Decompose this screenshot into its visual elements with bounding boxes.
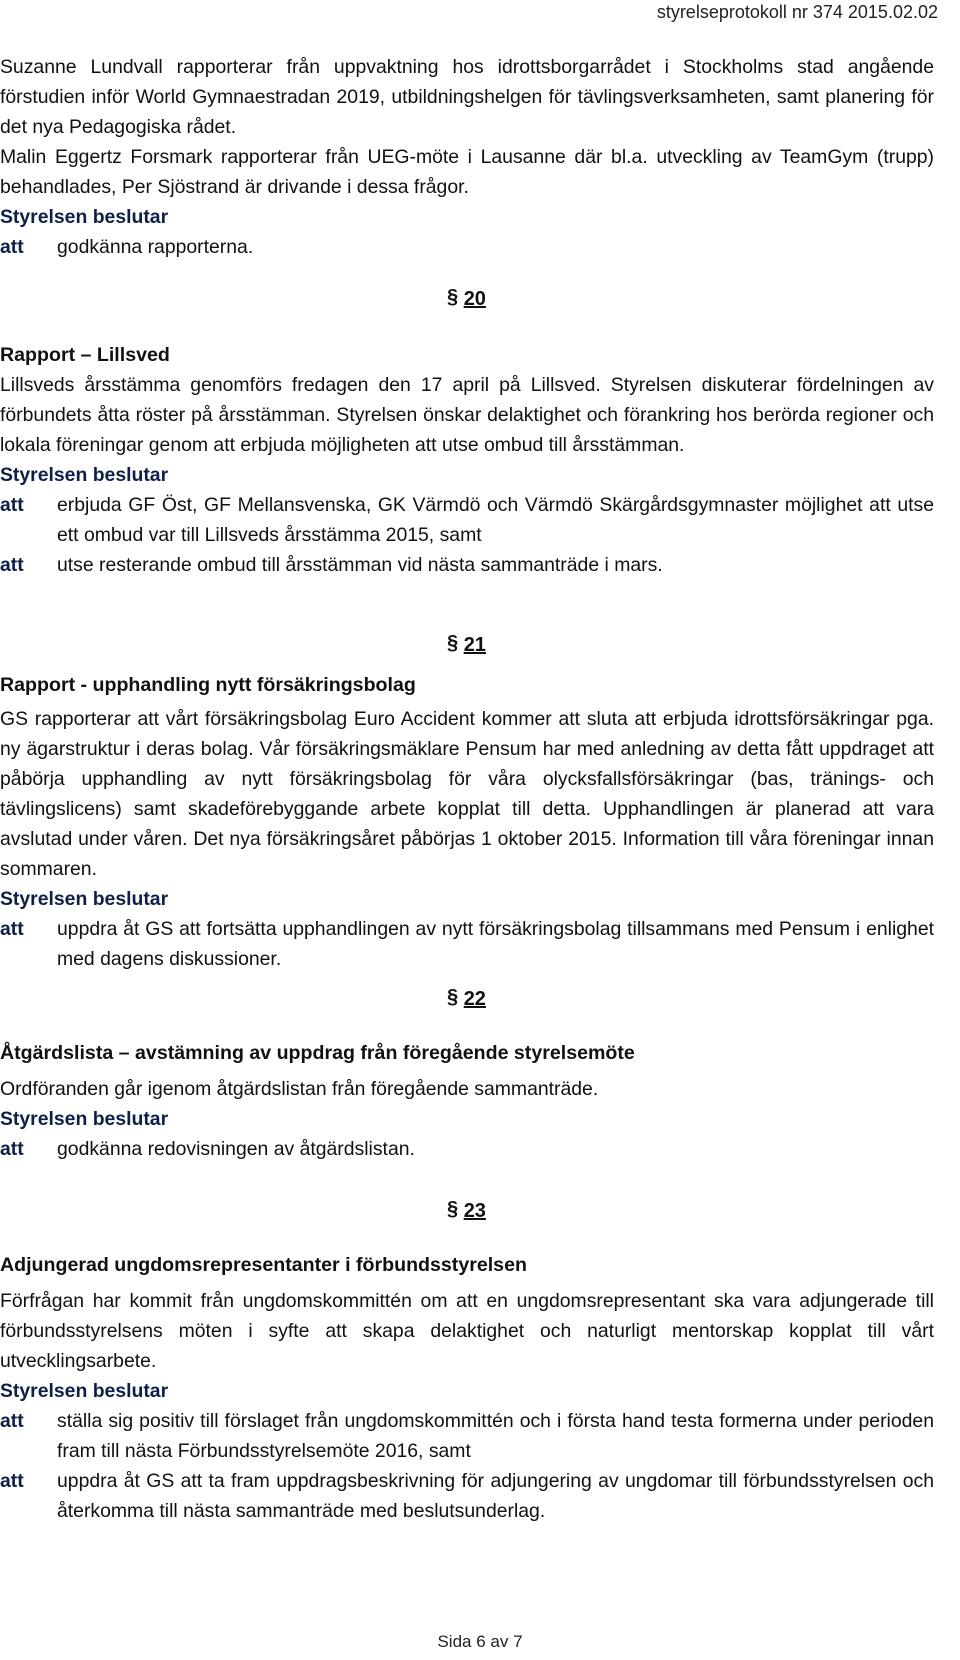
section-20 [0, 340, 934, 580]
att-label: att [0, 918, 24, 940]
section-heading: Rapport - upphandling nytt försäkringsbolag [0, 674, 416, 696]
section-body: Ordföranden går igenom åtgärdslistan från föregående sammanträde. [0, 1078, 599, 1100]
decision-item [0, 490, 934, 550]
section-heading: Åtgärdslista – avstämning av uppdrag från föregående styrelsemöte [0, 1042, 635, 1064]
section-number-20: § 20 [447, 286, 486, 310]
decision-item [0, 1406, 934, 1466]
intro-paragraph-2: Malin Eggertz Forsmark rapporterar från UEG-möte i Lausanne där bl.a. utveckling av TeamGym (trupp) behandlades, Per Sjöstrand är drivande i dessa frågor. [0, 146, 934, 198]
decision-label: Styrelsen beslutar [0, 888, 169, 910]
section-mark: § [447, 986, 459, 1008]
section-body: Förfrågan har kommit från ungdomskommittén om att en ungdomsrepresentant ska vara adjungerade till förbundsstyrelsens möten i syfte att skapa delaktighet och naturligt mentorskap kopplat till vårt utvecklingsarbete. [0, 1290, 934, 1372]
page-footer: Sida 6 av 7 [437, 1632, 523, 1651]
decision-label: Styrelsen beslutar [0, 1380, 169, 1402]
decision-text: utse resterande ombud till årsstämman vid nästa sammanträde i mars. [57, 554, 663, 576]
decision-item [0, 232, 934, 262]
att-label: att [0, 236, 24, 258]
section-22 [0, 1038, 934, 1164]
section-mark: § [447, 632, 459, 654]
decision-label: Styrelsen beslutar [0, 464, 169, 486]
decision-label: Styrelsen beslutar [0, 206, 169, 228]
section-body: Lillsveds årsstämma genomförs fredagen den 17 april på Lillsved. Styrelsen diskuterar fördelningen av förbundets åtta röster på årsstämman. Styrelsen önskar delaktighet och förankring hos berörda regioner och lokala föreningar genom att erbjuda möjligheten att utse ombud till årsstämman. [0, 374, 934, 456]
decision-text: erbjuda GF Öst, GF Mellansvenska, GK Värmdö och Värmdö Skärgårdsgymnaster möjlighet att utse ett ombud var till Lillsveds årsstämma 2015, samt [57, 494, 934, 546]
decision-item [0, 914, 934, 974]
decision-item [0, 1134, 934, 1164]
decision-text: godkänna redovisningen av åtgärdslistan. [57, 1138, 415, 1160]
intro-paragraph-1: Suzanne Lundvall rapporterar från uppvaktning hos idrottsborgarrådet i Stockholms stad angående förstudien inför World Gymnaestradan 2019, utbildningshelgen för tävlingsverksamheten, samt planering för det nya Pedagogiska rådet. [0, 56, 934, 138]
section-heading: Adjungerad ungdomsrepresentanter i förbundsstyrelsen [0, 1254, 527, 1276]
section-number-22: § 22 [447, 986, 486, 1010]
decision-item [0, 550, 934, 580]
decision-text: uppdra åt GS att ta fram uppdragsbeskrivning för adjungering av ungdomar till förbundsstyrelsen och återkomma till nästa sammanträde med beslutsunderlag. [57, 1470, 934, 1522]
decision-item [0, 1466, 934, 1526]
section-heading: Rapport – Lillsved [0, 344, 170, 366]
att-label: att [0, 554, 24, 576]
intro-block [0, 52, 934, 262]
section-number-23: § 23 [447, 1198, 486, 1222]
att-label: att [0, 1138, 24, 1160]
section-mark: § [447, 1198, 459, 1220]
decision-text: uppdra åt GS att fortsätta upphandlingen av nytt försäkringsbolag tillsammans med Pensum i enlighet med dagens diskussioner. [57, 918, 934, 970]
decision-label: Styrelsen beslutar [0, 1108, 169, 1130]
att-label: att [0, 494, 24, 516]
decision-text: ställa sig positiv till förslaget från ungdomskommittén och i första hand testa formerna under perioden fram till nästa Förbundsstyrelsemöte 2016, samt [57, 1410, 934, 1462]
section-number-21: § 21 [447, 632, 486, 656]
att-label: att [0, 1470, 24, 1492]
section-body: GS rapporterar att vårt försäkringsbolag Euro Accident kommer att sluta att erbjuda idrottsförsäkringar pga. ny ägarstruktur i deras bolag. Vår försäkringsmäklare Pensum har med anledning av detta fått uppdraget att påbörja upphandling av nytt försäkringsbolag för våra olycksfallsförsäkringar (bas, tränings- och tävlingslicens) samt skadeförebyggande arbete kopplat till detta. Upphandlingen är planerad att vara avslutad under våren. Det nya försäkringsåret påbörjas 1 oktober 2015. Information till våra föreningar innan sommaren. [0, 708, 934, 880]
section-23 [0, 1250, 934, 1526]
page-header: styrelseprotokoll nr 374 2015.02.02 [656, 2, 938, 22]
decision-text: godkänna rapporterna. [57, 236, 254, 258]
section-mark: § [447, 286, 459, 308]
section-21 [0, 670, 934, 974]
att-label: att [0, 1410, 24, 1432]
